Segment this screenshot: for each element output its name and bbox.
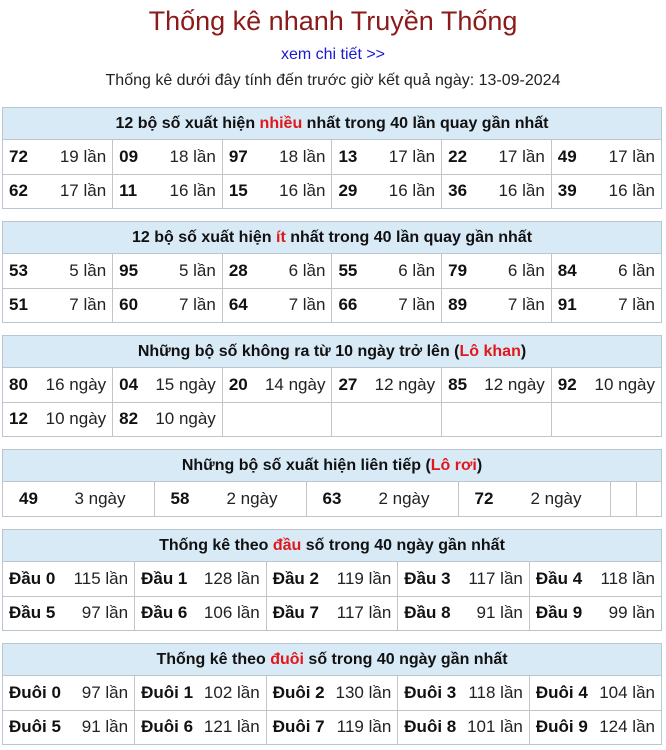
lo-roi-section [2,449,662,517]
duoi-cell-count: 104 lần [599,682,655,702]
least-frequent-cell-count: 6 lần [507,260,545,280]
most-frequent-cell [3,174,113,208]
lo-khan-cell [3,402,113,436]
duoi-cell-number: Đuôi 9 [535,717,588,737]
dau-cell [135,562,267,596]
dau-cell [135,596,267,630]
duoi-cell-count: 101 lần [467,717,523,737]
most-frequent-cell [442,174,552,208]
lo-khan-cell [222,368,332,402]
lo-khan-cell-count: 16 ngày [45,374,107,394]
lo-khan-cell [332,368,442,402]
lo-roi-cell-count: 3 ngày [74,489,126,508]
least-frequent-cell-number: 91 [557,295,577,315]
lo-khan-cell-number: 85 [448,374,468,394]
least-frequent-cell-number: 95 [119,260,139,280]
least-frequent-cell-count: 7 lần [69,295,107,315]
lo-roi-cell-count: 2 ngày [530,489,582,508]
lo-roi-cell [3,482,154,516]
lo-khan-cell-number: 04 [119,374,139,394]
duoi-cell-number: Đuôi 4 [535,682,588,702]
dau-cell-number: Đầu 0 [9,568,56,588]
dau-cell-count: 106 lần [203,603,260,623]
least-frequent-cell [113,254,223,288]
duoi-cell-count: 91 lần [81,717,129,737]
dau-table [3,562,661,630]
lo-khan-cell [442,402,552,436]
dau-cell [266,562,398,596]
least-frequent-cell-number: 53 [9,260,28,280]
duoi-cell-count: 119 lần [336,717,392,737]
most-frequent-cell-count: 17 lần [498,146,545,166]
least-frequent-cell-number: 79 [448,260,468,280]
least-frequent-cell [442,288,552,322]
dau-cell-number: Đầu 4 [535,568,583,588]
duoi-cell-number: Đuôi 7 [272,717,325,737]
least-frequent-cell-number: 64 [228,295,248,315]
detail-link[interactable]: xem chi tiết >> [280,46,386,63]
least-frequent-cell [332,288,442,322]
duoi-header: Thống kê theo đuôi số trong 40 ngày gần nhất [3,644,661,676]
dau-cell [529,596,661,630]
most-frequent-cell-count: 18 lần [169,146,216,166]
duoi-cell [266,676,398,710]
lo-khan-section [2,335,662,437]
most-frequent-cell-number: 62 [9,181,28,201]
dau-cell-number: Đầu 5 [9,603,56,623]
table-row [3,562,661,596]
lo-roi-table [3,482,663,516]
dau-cell [398,596,530,630]
table-row [3,596,661,630]
most-frequent-cell-number: 39 [557,181,577,201]
most-frequent-cell [332,140,442,174]
dau-cell [529,562,661,596]
lo-khan-header: Những bộ số không ra từ 10 ngày trở lên (Lô khan) [3,336,661,368]
least-frequent-header: 12 bộ số xuất hiện ít nhất trong 40 lần quay gần nhất [3,222,661,254]
lo-khan-cell [551,368,661,402]
least-frequent-cell-count: 7 lần [507,295,545,315]
dau-cell-number: Đầu 2 [272,568,319,588]
least-frequent-section [2,221,662,323]
least-frequent-cell [332,254,442,288]
dau-cell-number: Đầu 1 [141,568,188,588]
lo-khan-cell-count: 10 ngày [45,409,107,429]
page-title: Thống kê nhanh Truyền Thống [148,6,518,36]
lo-roi-cell-number: 63 [322,489,342,508]
dau-cell [3,596,135,630]
table-row [3,288,661,322]
most-frequent-cell [551,140,661,174]
least-frequent-cell-number: 66 [338,295,358,315]
most-frequent-cell-number: 36 [448,181,468,201]
lo-roi-header: Những bộ số xuất hiện liên tiếp (Lô rơi) [3,450,661,482]
most-frequent-header: 12 bộ số xuất hiện nhiều nhất trong 40 lần quay gần nhất [3,108,661,140]
dau-cell-count: 128 lần [203,568,260,588]
least-frequent-cell-count: 5 lần [69,260,107,280]
duoi-cell-number: Đuôi 6 [141,717,194,737]
lo-khan-cell [442,368,552,402]
lo-khan-cell-count: 14 ngày [264,374,326,394]
lo-khan-cell-number: 92 [557,374,577,394]
most-frequent-cell [332,174,442,208]
table-row [3,140,661,174]
most-frequent-section [2,107,662,209]
most-frequent-cell [222,140,332,174]
most-frequent-cell-number: 15 [228,181,248,201]
least-frequent-cell-count: 6 lần [288,260,326,280]
dau-header: Thống kê theo đầu số trong 40 ngày gần nhất [3,530,661,562]
table-row [3,254,661,288]
lo-roi-cell-number: 58 [170,489,190,508]
least-frequent-cell-count: 7 lần [398,295,436,315]
most-frequent-cell-number: 29 [338,181,358,201]
most-frequent-cell-count: 18 lần [279,146,326,166]
duoi-cell-count: 118 lần [468,682,523,702]
dau-cell-count: 117 lần [336,603,392,623]
most-frequent-cell [442,140,552,174]
duoi-cell [398,710,530,744]
least-frequent-cell-number: 28 [228,260,248,280]
table-row [3,368,661,402]
lo-khan-cell [113,368,223,402]
dau-cell-count: 91 lần [476,603,523,623]
dau-cell-number: Đầu 3 [404,568,451,588]
lo-khan-cell-count: 10 ngày [594,374,655,394]
most-frequent-cell-count: 17 lần [59,181,107,201]
most-frequent-cell-count: 16 lần [498,181,545,201]
lo-khan-cell-count: 15 ngày [155,374,216,394]
lo-khan-cell [332,402,442,436]
duoi-cell-count: 121 lần [203,717,260,737]
lo-khan-cell-number: 27 [338,374,358,394]
duoi-cell [135,710,267,744]
duoi-cell [266,710,398,744]
page-subtitle: Thống kê dưới đây tính đến trước giờ kết quả ngày: 13-09-2024 [105,72,561,89]
lo-khan-cell-number: 20 [228,374,248,394]
dau-cell-count: 97 lần [81,603,129,623]
least-frequent-table [3,254,661,322]
least-frequent-cell [3,288,113,322]
duoi-cell [529,710,661,744]
least-frequent-cell [222,288,332,322]
least-frequent-cell [222,254,332,288]
duoi-cell-number: Đuôi 3 [404,682,457,702]
most-frequent-cell [113,140,223,174]
least-frequent-cell-number: 60 [119,295,139,315]
most-frequent-cell-number: 72 [9,146,28,166]
least-frequent-cell [551,254,661,288]
most-frequent-cell-number: 97 [228,146,248,166]
least-frequent-cell [442,254,552,288]
least-frequent-cell-count: 6 lần [398,260,436,280]
lo-roi-cell [154,482,306,516]
lo-roi-cell [306,482,458,516]
dau-cell-count: 117 lần [468,568,523,588]
lo-khan-cell-count: 12 ngày [484,374,545,394]
least-frequent-cell-number: 84 [557,260,577,280]
most-frequent-cell [222,174,332,208]
least-frequent-cell-count: 6 lần [618,260,655,280]
dau-cell-count: 115 lần [73,568,129,588]
least-frequent-cell-number: 51 [9,295,28,315]
lo-khan-cell-count: 10 ngày [155,409,216,429]
most-frequent-cell [3,140,113,174]
duoi-cell-number: Đuôi 1 [141,682,194,702]
lo-roi-cell-count: 2 ngày [378,489,430,508]
lo-roi-cell [458,482,610,516]
duoi-cell-number: Đuôi 0 [9,682,61,702]
duoi-cell [3,710,135,744]
most-frequent-cell [113,174,223,208]
least-frequent-cell [551,288,661,322]
dau-cell-number: Đầu 7 [272,603,319,623]
dau-cell-number: Đầu 6 [141,603,188,623]
dau-cell-count: 119 lần [336,568,392,588]
duoi-section [2,643,662,745]
most-frequent-cell-number: 22 [448,146,468,166]
lo-khan-cell [551,402,661,436]
dau-cell-count: 99 lần [608,603,655,623]
lo-khan-cell [113,402,223,436]
most-frequent-cell [551,174,661,208]
lo-khan-cell-number: 12 [9,409,28,429]
most-frequent-cell-number: 09 [119,146,139,166]
duoi-cell [135,676,267,710]
lo-khan-cell-count: 12 ngày [374,374,436,394]
table-row [3,174,661,208]
most-frequent-cell-count: 19 lần [59,146,107,166]
dau-cell [3,562,135,596]
least-frequent-cell-count: 7 lần [178,295,216,315]
most-frequent-cell-count: 16 lần [279,181,326,201]
table-row [3,710,661,744]
duoi-table [3,676,661,744]
most-frequent-cell-count: 17 lần [388,146,436,166]
table-row [3,676,661,710]
duoi-cell [398,676,530,710]
most-frequent-cell-count: 16 lần [388,181,436,201]
dau-cell [266,596,398,630]
lo-roi-cell-number: 49 [19,489,38,508]
duoi-cell-number: Đuôi 5 [9,717,61,737]
lo-khan-cell [222,402,332,436]
duoi-cell-number: Đuôi 8 [404,717,457,737]
least-frequent-cell-number: 89 [448,295,468,315]
lo-khan-table [3,368,661,436]
most-frequent-cell-count: 16 lần [608,181,655,201]
lo-khan-cell-number: 82 [119,409,139,429]
most-frequent-cell-number: 11 [119,181,138,201]
dau-cell-number: Đầu 9 [535,603,583,623]
lo-khan-cell [3,368,113,402]
least-frequent-cell [113,288,223,322]
table-row [3,482,663,516]
duoi-cell-count: 102 lần [203,682,260,702]
most-frequent-cell-number: 13 [338,146,358,166]
duoi-cell-count: 130 lần [335,682,392,702]
dau-section [2,529,662,631]
lo-roi-cell-number: 72 [474,489,494,508]
most-frequent-cell-count: 16 lần [169,181,216,201]
least-frequent-cell-count: 7 lần [618,295,655,315]
lo-roi-empty-cell [636,482,663,516]
lo-roi-empty-cell [610,482,636,516]
duoi-cell-count: 97 lần [81,682,129,702]
dau-cell-number: Đầu 8 [404,603,451,623]
least-frequent-cell-count: 7 lần [288,295,326,315]
least-frequent-cell [3,254,113,288]
duoi-cell [3,676,135,710]
lo-khan-cell-number: 80 [9,374,28,394]
least-frequent-cell-number: 55 [338,260,358,280]
most-frequent-table [3,140,661,208]
least-frequent-cell-count: 5 lần [178,260,216,280]
duoi-cell [529,676,661,710]
dau-cell-count: 118 lần [600,568,655,588]
most-frequent-cell-count: 17 lần [608,146,655,166]
lo-roi-cell-count: 2 ngày [226,489,278,508]
dau-cell [398,562,530,596]
duoi-cell-count: 124 lần [599,717,655,737]
table-row [3,402,661,436]
most-frequent-cell-number: 49 [557,146,577,166]
duoi-cell-number: Đuôi 2 [272,682,325,702]
